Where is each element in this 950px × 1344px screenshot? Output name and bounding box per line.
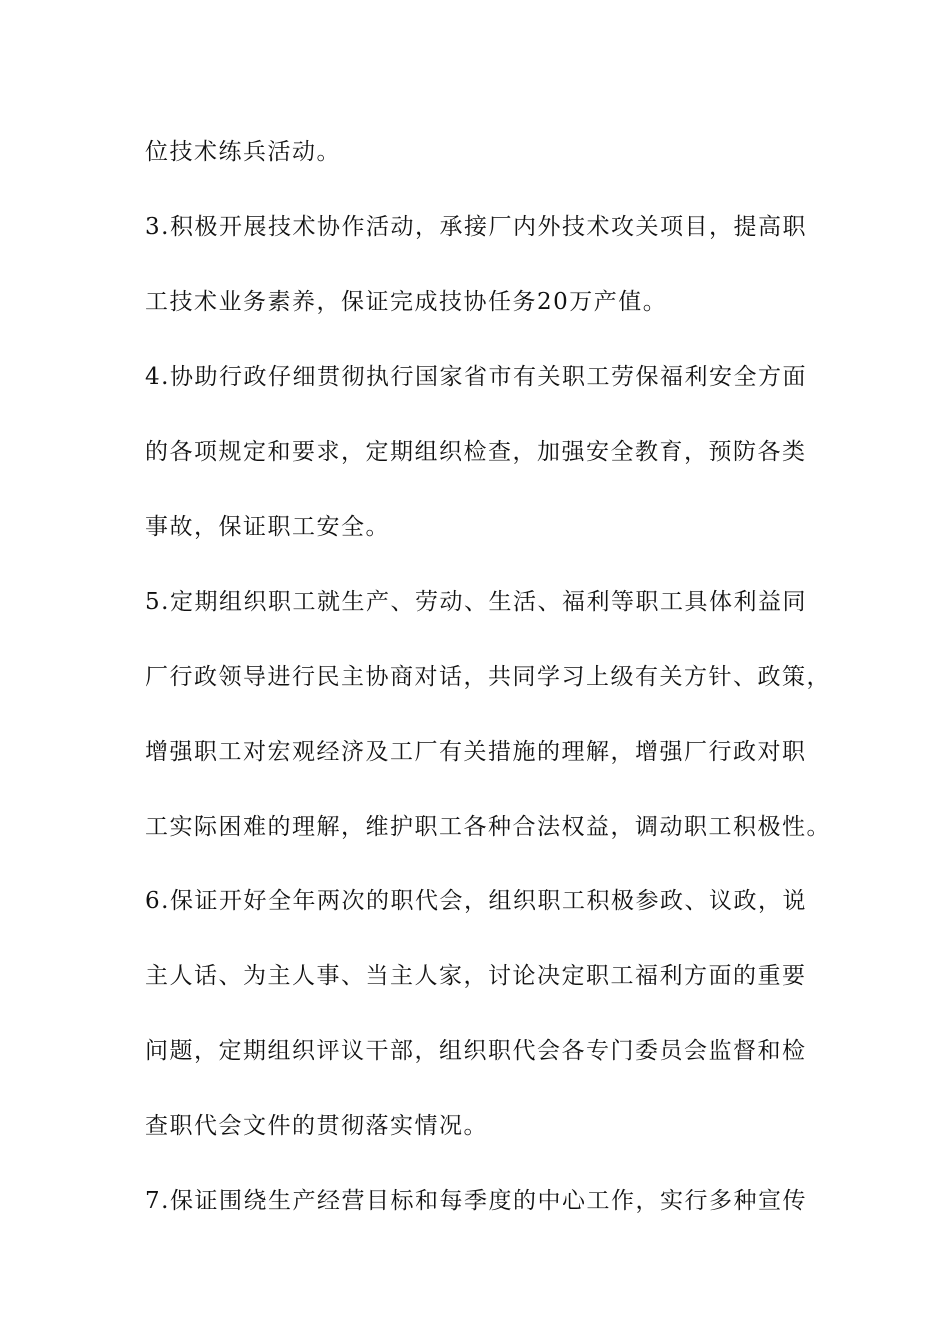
text-line: 事故，保证职工安全。 (145, 514, 390, 540)
text-line: 查职代会文件的贯彻落实情况。 (145, 1113, 488, 1139)
text-line: 增强职工对宏观经济及工厂有关措施的理解，增强厂行政对职 (145, 739, 807, 765)
text-line: 3.积极开展技术协作活动，承接厂内外技术攻关项目，提高职 (145, 214, 807, 240)
text-line: 的各项规定和要求，定期组织检查，加强安全教育，预防各类 (145, 439, 807, 465)
text-line: 7.保证围绕生产经营目标和每季度的中心工作，实行多种宣传 (145, 1188, 807, 1214)
text-line: 问题，定期组织评议干部，组织职代会各专门委员会监督和检 (145, 1038, 807, 1064)
text-line: 工实际困难的理解，维护职工各种合法权益，调动职工积极性。 (145, 814, 831, 840)
text-line: 主人话、为主人事、当主人家，讨论决定职工福利方面的重要 (145, 963, 807, 989)
text-line: 工技术业务素养，保证完成技协任务20万产值。 (145, 289, 668, 315)
text-line: 5.定期组织职工就生产、劳动、生活、福利等职工具体利益同 (145, 589, 807, 615)
text-line: 位技术练兵活动。 (145, 139, 341, 165)
text-line: 4.协助行政仔细贯彻执行国家省市有关职工劳保福利安全方面 (145, 364, 807, 390)
text-line: 厂行政领导进行民主协商对话，共同学习上级有关方针、政策， (145, 664, 831, 690)
text-line: 6.保证开好全年两次的职代会，组织职工积极参政、议政，说 (145, 888, 807, 914)
